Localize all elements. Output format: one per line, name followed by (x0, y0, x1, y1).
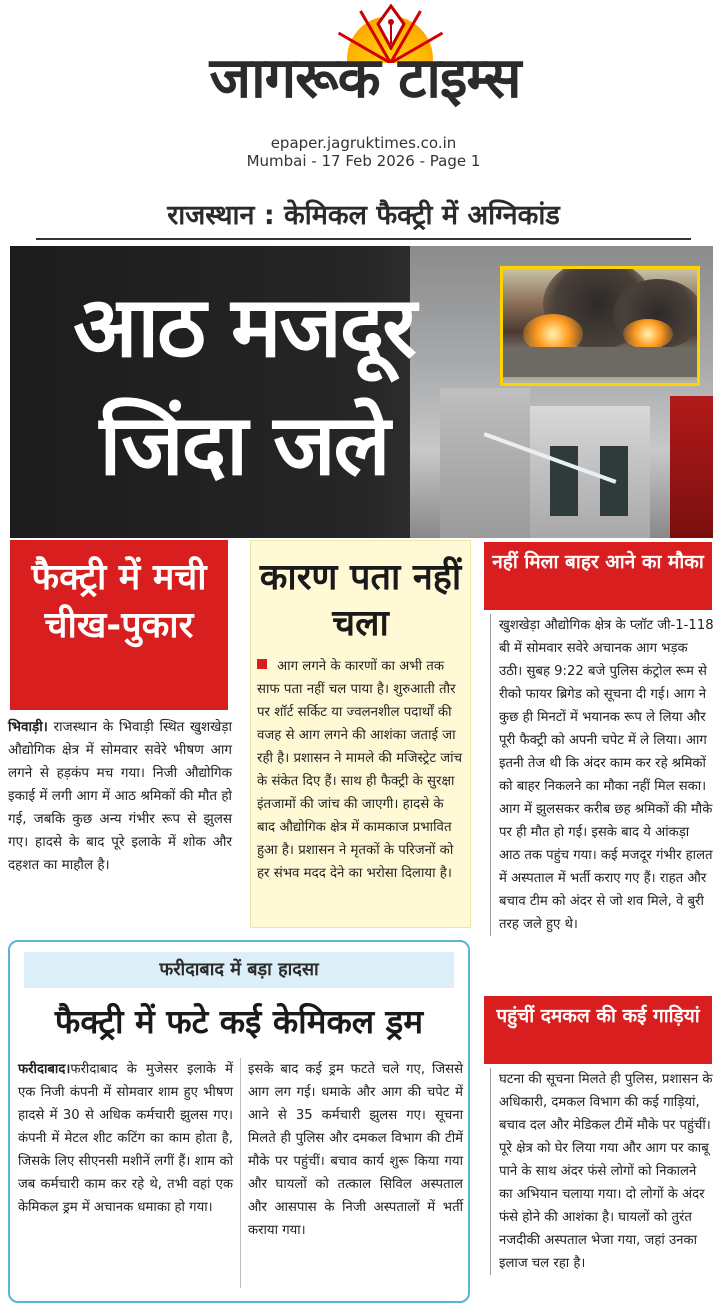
left-story-body (8, 716, 232, 877)
left-story-text: राजस्थान के भिवाड़ी स्थित खुशखेड़ा औद्योगिक क्षेत्र में सोमवार सवेरे भीषण आग लगने से हड़कंप मच गया। निजी औद्योगिक इकाई में लगी आग में आठ श्रमिकों की मौत हो गई, जबकि कुछ अन्य गंभीर रूप से झुलस गए। हादसे के बाद पूरे इलाके में शोक और दहशत का माहौल है। (8, 719, 232, 873)
site-url[interactable]: epaper.jagruktimes.co.in (270, 134, 457, 152)
section-kicker: राजस्थान : केमिकल फैक्ट्री में अग्निकांड (36, 196, 691, 240)
faridabad-headline: फैक्ट्री में फटे कई केमिकल ड्रम (54, 1002, 424, 1041)
hero-banner (10, 246, 713, 538)
middle-story-box (250, 540, 471, 928)
middle-story-headline: कारण पता नहीं चला (259, 557, 462, 644)
right-story-1-headline: नहीं मिला बाहर आने का मौका (484, 542, 712, 610)
faridabad-story-box (8, 940, 470, 1303)
fire-truck-shape (670, 396, 713, 538)
left-story-dateline: भिवाड़ी। (8, 719, 48, 735)
faridabad-dateline: फरीदाबाद। (18, 1062, 71, 1077)
hero-headline (24, 268, 464, 504)
right-story-2-body: घटना की सूचना मिलते ही पुलिस, प्रशासन के अधिकारी, दमकल विभाग की कई गाड़ियां, बचाव दल और मेडिकल टीमें मौके पर पहुंचीं। पूरे क्षेत्र को घेर लिया गया और आग पर काबू पाने के साथ अंदर फंसे लोगों को निकालने का अभियान चलाया गया। दो लोगों के अंदर फंसे होने की आशंका है। घायलों को तुरंत नजदीकी अस्पताल भेजा गया, जहां उनका इलाज चल रहा है। (490, 1068, 714, 1275)
hero-headline-line-1: आठ मजदूर (73, 278, 415, 376)
column-divider (240, 1058, 241, 1288)
masthead-logo: जागरूक टाइम्स (209, 46, 521, 111)
red-square-bullet-icon (257, 659, 267, 669)
right-story-1-body: खुशखेड़ा औद्योगिक क्षेत्र के प्लॉट जी-1-118 बी में सोमवार सवेरे अचानक आग भड़क उठी। सुबह 9:22 बजे पुलिस कंट्रोल रूम से रीको फायर ब्रिगेड को सूचना दी गई। आग ने कुछ ही मिनटों में भयानक रूप ले लिया और पूरी फैक्ट्री को अपनी चपेट में ले लिया। आग इतनी तेज थी कि अंदर काम कर रहे श्रमिकों को बाहर निकलने का मौका नहीं मिल सका। आग में झुलसकर करीब छह श्रमिकों की मौके पर ही मौत हो गई। इसके बाद ये आंकड़ा आठ तक पहुंच गया। कई मजदूर गंभीर हालत में अस्पताल में भर्ती कराए गए हैं। राहत और बचाव टीम को अंदर से जो शव मिले, वे बुरी तरह जले हुए थे। (490, 614, 714, 936)
fire-inset-photo (500, 266, 700, 386)
masthead (0, 0, 727, 180)
middle-story-text: आग लगने के कारणों का अभी तक साफ पता नहीं चल पाया है। शुरुआती तौर पर शॉर्ट सर्किट या ज्वलनशील पदार्थों की वजह से आग लगने की आशंका जताई जा रही है। प्रशासन ने मामले की मजिस्ट्रेट जांच के संकेत दिए हैं। साथ ही फैक्ट्री के सुरक्षा इंतजामों की जांच की जाएगी। हादसे के बाद औद्योगिक क्षेत्र में कामकाज प्रभावित हुआ है। प्रशासन ने मृतकों के परिजनों को हर संभव मदद देने का भरोसा दिलाया है। (257, 659, 463, 881)
faridabad-column-1 (18, 1058, 233, 1219)
faridabad-kicker: फरीदाबाद में बड़ा हादसा (24, 952, 454, 988)
left-story-headline: फैक्ट्री में मची चीख-पुकार (10, 540, 228, 710)
right-story-2-headline: पहुंचीं दमकल की कई गाड़ियां (484, 996, 712, 1064)
faridabad-column-1-text: फरीदाबाद के मुजेसर इलाके में एक निजी कंपनी में सोमवार शाम हुए भीषण हादसे में 30 से अधिक कर्मचारी झुलस गए। कंपनी में मेटल शीट कटिंग का काम होता है, जिसके लिए सीएनसी मशीनें लगीं हैं। शाम को जब कर्मचारी काम कर रहे थे, तभी वहां एक केमिकल ड्रम में अचानक धमाका हो गया। (18, 1062, 233, 1215)
edition-line: Mumbai - 17 Feb 2026 - Page 1 (246, 152, 481, 170)
hero-headline-line-2: जिंदा जले (99, 396, 389, 494)
faridabad-column-2: इसके बाद कई ड्रम फटते चले गए, जिससे आग लग गई। धमाके और आग की चपेट में आने से 35 कर्मचारी झुलस गए। सूचना मिलते ही पुलिस और दमकल विभाग की टीमें मौके पर पहुंचीं। बचाव कार्य शुरू किया गया और घायलों को तत्काल सिविल अस्पताल और आसपास के निजी अस्पतालों में भर्ती कराया गया। (248, 1062, 463, 1238)
middle-story-body (257, 655, 465, 885)
